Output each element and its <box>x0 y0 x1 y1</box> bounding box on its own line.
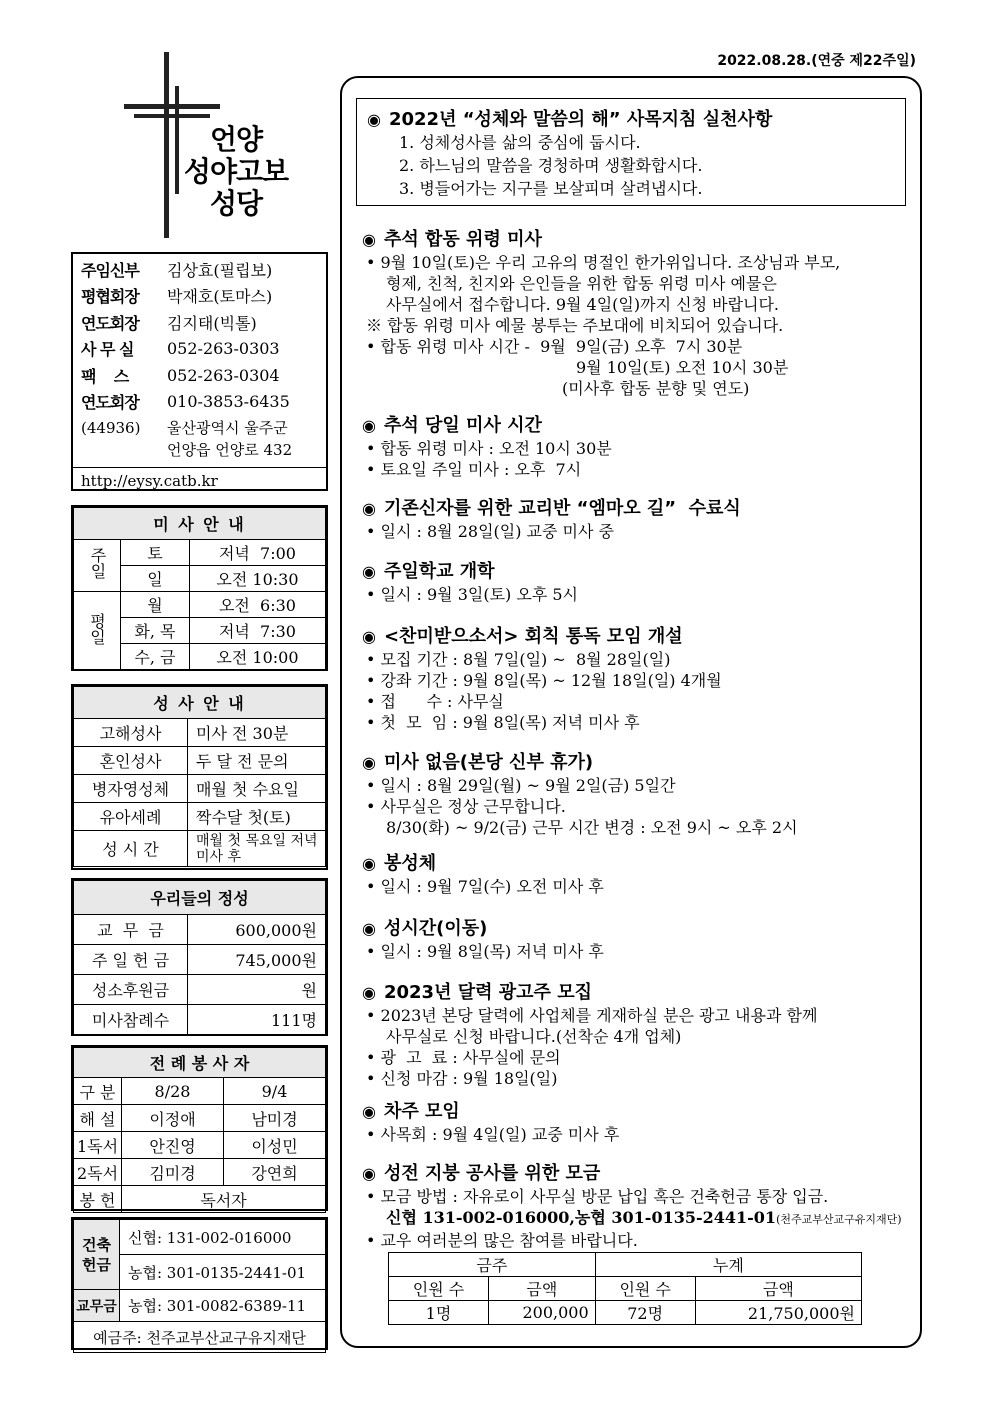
section-title <box>362 497 912 521</box>
account-numbers: 신협 131-002-016000,농협 301-0135-2441-01 <box>386 1208 777 1227</box>
section-line: • 모집 기간 : 8월 7일(일) ~ 8월 28일(일) <box>366 650 671 669</box>
mass-time: 오전 10:30 <box>189 566 325 592</box>
info-value: 박재호(토마스) <box>167 287 273 307</box>
info-value: 052-263-0303 <box>167 339 280 359</box>
section-line: • 합동 위령 미사 : 오전 10시 30분 <box>366 439 612 458</box>
section-line <box>362 1207 912 1230</box>
bulletin-date: 2022.08.28.(연중 제22주일) <box>717 53 916 69</box>
offering-name: 교 무 금 <box>74 915 188 945</box>
section-title-text: 성시간(이동) <box>383 918 488 939</box>
section-line: • 합동 위령 미사 시간 - 9월 9일(금) 오후 7시 30분 <box>366 337 743 356</box>
sacrament-value: 미사 전 30분 <box>188 719 326 747</box>
info-label: 사 무 실 <box>81 340 134 360</box>
section-line: • 사무실은 정상 근무합니다. <box>366 797 566 816</box>
section-next-week-meeting <box>362 1100 912 1145</box>
address-line1: 울산광역시 울주군 <box>167 419 288 437</box>
info-value: 김상효(필립보) <box>167 260 273 280</box>
offerings-title: 우리들의 정성 <box>74 881 326 915</box>
sacraments-table <box>73 686 326 867</box>
bank-accounts-box <box>71 1217 328 1350</box>
info-label: 연도회장 <box>81 313 139 333</box>
section-line: 사무실에서 접수합니다. 9월 4일(일)까지 신청 바랍니다. <box>386 295 780 314</box>
section-line: 8/30(화) ~ 9/2(금) 근무 시간 변경 : 오전 9시 ~ 오후 2시 <box>386 818 798 837</box>
section-line: • 일시 : 8월 28일(일) 교중 미사 중 <box>366 522 615 541</box>
section-title <box>362 981 912 1005</box>
sacrament-value: 짝수달 첫(토) <box>188 803 326 831</box>
fundraising-table <box>388 1252 862 1325</box>
info-value: 김지태(빅톨) <box>167 313 257 333</box>
sacrament-name: 성 시 간 <box>74 831 188 867</box>
section-chuseok-memorial <box>362 228 912 399</box>
section-calendar-ads <box>362 981 912 1089</box>
address <box>81 417 318 461</box>
section-line: • 일시 : 9월 8일(목) 저녁 미사 후 <box>366 942 604 961</box>
fund-value: 200,000 <box>489 1301 596 1325</box>
servers-header: 8/28 <box>122 1078 224 1105</box>
servers-header: 9/4 <box>224 1078 326 1105</box>
server-name: 남미경 <box>224 1105 326 1132</box>
section-roof-fundraising <box>362 1162 912 1251</box>
info-label: 팩 스 <box>81 366 129 386</box>
account-holder-note: (천주교부산교구유지재단) <box>776 1213 902 1226</box>
marker-icon: ◉ <box>362 1164 376 1183</box>
section-line: • 일시 : 9월 7일(수) 오전 미사 후 <box>366 877 604 896</box>
bank-account: 농협: 301-0082-6389-11 <box>120 1290 326 1322</box>
cross-icon <box>164 52 169 238</box>
mass-day: 일 <box>121 566 190 592</box>
section-line: 사무실로 신청 바랍니다.(선착순 4개 업체) <box>386 1027 682 1046</box>
section-title-text: 기존신자를 위한 교리반 “엠마오 길” 수료식 <box>383 498 741 519</box>
fund-value: 1명 <box>389 1301 489 1325</box>
info-row <box>81 309 318 336</box>
sacraments-box <box>71 684 328 870</box>
section-laudato-si <box>362 625 912 733</box>
marker-icon: ◉ <box>362 753 376 772</box>
fund-col: 인원 수 <box>389 1277 489 1301</box>
server-role: 1독서 <box>74 1132 122 1159</box>
building-fund-label: 건축헌금 <box>74 1220 120 1290</box>
mass-time: 오전 6:30 <box>189 592 325 618</box>
church-logo <box>124 52 304 238</box>
weekday-text: 평일 <box>87 612 107 645</box>
account-holder: 예금주: 천주교부산교구유지재단 <box>74 1322 326 1353</box>
pastoral-item: 3. 병들어가는 지구를 보살피며 살려냅시다. <box>399 179 703 198</box>
liturgy-servers-box <box>71 1045 328 1211</box>
fund-col: 금액 <box>489 1277 596 1301</box>
fund-value: 72명 <box>595 1301 695 1325</box>
sacrament-value: 두 달 전 문의 <box>188 747 326 775</box>
server-role: 2독서 <box>74 1159 122 1186</box>
marker-icon: ◉ <box>362 499 376 518</box>
mass-time: 저녁 7:00 <box>189 540 325 566</box>
section-line: • 신청 마감 : 9월 18일(일) <box>366 1069 558 1088</box>
mass-day: 월 <box>121 592 190 618</box>
marker-icon: ◉ <box>362 562 376 581</box>
info-label: 연도회장 <box>81 393 139 413</box>
offering-name: 성소후원금 <box>74 975 188 1005</box>
section-title-text: 2023년 달력 광고주 모집 <box>383 982 592 1003</box>
info-row <box>81 362 318 389</box>
section-title-text: 추석 합동 위령 미사 <box>383 229 542 250</box>
pastoral-title-text: 2022년 “성체와 말씀의 해” 사목지침 실천사항 <box>388 109 773 130</box>
sacraments-title: 성 사 안 내 <box>74 687 326 719</box>
section-title-text: 봉성체 <box>383 853 437 874</box>
bank-account: 농협: 301-0135-2441-01 <box>120 1255 326 1290</box>
pastoral-item: 1. 성체성사를 삶의 중심에 둡시다. <box>399 133 641 152</box>
marker-icon: ◉ <box>362 983 376 1002</box>
server-name: 김미경 <box>122 1159 224 1186</box>
mass-day: 수, 금 <box>121 644 190 670</box>
info-row <box>81 283 318 310</box>
server-name: 이정애 <box>122 1105 224 1132</box>
mass-time: 저녁 7:30 <box>189 618 325 644</box>
mass-schedule-box <box>71 505 328 671</box>
mass-title: 미 사 안 내 <box>74 508 326 540</box>
section-title-text: 미사 없음(본당 신부 휴가) <box>383 752 594 773</box>
server-name: 이성민 <box>224 1132 326 1159</box>
offerings-table <box>73 880 326 1035</box>
section-no-mass <box>362 751 912 838</box>
address-line2: 언양읍 언양로 432 <box>167 441 293 459</box>
mass-time: 오전 10:00 <box>189 644 325 670</box>
server-name: 강연희 <box>224 1159 326 1186</box>
section-title-text: <찬미받으소서> 회칙 통독 모임 개설 <box>383 626 683 647</box>
offering-name: 주 일 헌 금 <box>74 945 188 975</box>
section-line: 9월 10일(토) 오전 10시 30분 <box>576 358 789 377</box>
section-line: • 9월 10일(토)은 우리 고유의 명절인 한가위입니다. 조상님과 부모, <box>366 253 841 272</box>
section-title <box>362 228 912 252</box>
section-title-text: 추석 당일 미사 시간 <box>383 415 542 436</box>
mass-schedule-table <box>73 507 326 670</box>
section-line: • 광 고 료 : 사무실에 문의 <box>366 1048 561 1067</box>
section-line: • 사목회 : 9월 4일(일) 교중 미사 후 <box>366 1125 620 1144</box>
servers-title: 전 례 봉 사 자 <box>74 1048 326 1078</box>
section-line: (미사후 합동 분향 및 연도) <box>562 379 750 398</box>
offering-value: 111명 <box>188 1005 326 1035</box>
info-label: 주임신부 <box>81 260 139 280</box>
offering-value: 600,000원 <box>188 915 326 945</box>
mass-day: 토 <box>121 540 190 566</box>
section-title <box>362 917 912 941</box>
fund-value: 21,750,000원 <box>695 1301 861 1325</box>
cross-inner-arm <box>134 114 210 118</box>
church-name <box>176 124 296 220</box>
offering-name: 미사참례수 <box>74 1005 188 1035</box>
fund-header: 누계 <box>595 1253 861 1277</box>
section-line: • 일시 : 9월 3일(토) 오후 5시 <box>366 585 579 604</box>
section-title <box>362 751 912 775</box>
section-title <box>362 852 912 876</box>
section-line: ※ 합동 위령 미사 예물 봉투는 주보대에 비치되어 있습니다. <box>366 316 784 335</box>
weekday-label <box>74 592 121 670</box>
section-title <box>362 1100 912 1124</box>
church-name-line1: 언양 <box>209 123 263 156</box>
marker-icon: ◉ <box>362 627 376 646</box>
section-title <box>362 560 912 584</box>
tithe-label: 교무금 <box>74 1290 120 1322</box>
section-home-communion <box>362 852 912 897</box>
info-row <box>81 336 318 363</box>
sacrament-name: 고해성사 <box>74 719 188 747</box>
section-line: • 강좌 기간 : 9월 8일(목) ~ 12월 18일(일) 4개월 <box>366 671 722 690</box>
info-value: 010-3853-6435 <box>167 392 290 412</box>
section-title-text: 성전 지붕 공사를 위한 모금 <box>383 1163 601 1184</box>
sacrament-name: 병자영성체 <box>74 775 188 803</box>
section-title <box>362 625 912 649</box>
sacrament-value: 매월 첫 목요일 저녁미사 후 <box>188 831 326 867</box>
mass-day: 화, 목 <box>121 618 190 644</box>
church-info-box <box>71 252 328 491</box>
marker-icon: ◉ <box>362 1102 376 1121</box>
server-role: 해 설 <box>74 1105 122 1132</box>
section-title <box>362 414 912 438</box>
info-row <box>81 389 318 416</box>
postcode: (44936) <box>81 419 141 437</box>
marker-icon: ◉ <box>362 230 376 249</box>
servers-header: 구 분 <box>74 1078 122 1105</box>
section-line: 형제, 친척, 친지와 은인들을 위한 합동 위령 미사 예물은 <box>386 274 777 293</box>
fund-header: 금주 <box>389 1253 596 1277</box>
section-line: • 교우 여러분의 많은 참여를 바랍니다. <box>366 1231 638 1250</box>
offering-value: 745,000원 <box>188 945 326 975</box>
fundraising-table-wrap <box>388 1252 862 1325</box>
server-name: 안진영 <box>122 1132 224 1159</box>
sunday-text: 주일 <box>88 546 107 579</box>
offering-value: 원 <box>188 975 326 1005</box>
section-line: • 첫 모 임 : 9월 8일(목) 저녁 미사 후 <box>366 713 640 732</box>
pastoral-title <box>367 105 895 131</box>
section-sunday-school <box>362 560 912 605</box>
pastoral-guidelines-box <box>356 98 906 206</box>
cross-arm <box>124 104 220 109</box>
website-link[interactable]: http://eysy.catb.kr <box>73 467 326 494</box>
bank-accounts-table <box>73 1219 326 1353</box>
marker-icon: ◉ <box>362 919 376 938</box>
section-title-text: 차주 모임 <box>383 1101 460 1122</box>
section-emmaus-class <box>362 497 912 542</box>
info-label: 평협회장 <box>81 287 139 307</box>
church-name-line2: 성야고보 <box>183 155 289 188</box>
marker-icon: ◉ <box>367 110 381 129</box>
section-title-text: 주일학교 개학 <box>383 561 495 582</box>
info-row <box>81 256 318 283</box>
server-role: 봉 헌 <box>74 1186 122 1213</box>
fund-col: 인원 수 <box>595 1277 695 1301</box>
section-line: • 일시 : 8월 29일(월) ~ 9월 2일(금) 5일간 <box>366 776 676 795</box>
info-value: 052-263-0304 <box>167 365 280 385</box>
section-line: • 모금 방법 : 자유로이 사무실 방문 납입 혹은 건축헌금 통장 입금. <box>366 1187 829 1206</box>
section-chuseok-mass-time <box>362 414 912 480</box>
section-holy-hour <box>362 917 912 962</box>
liturgy-servers-table <box>73 1047 326 1213</box>
section-line: • 토요일 주일 미사 : 오후 7시 <box>366 460 582 479</box>
section-title <box>362 1162 912 1186</box>
section-line: • 접 수 : 사무실 <box>366 692 504 711</box>
bank-account: 신협: 131-002-016000 <box>120 1220 326 1255</box>
server-name: 독서자 <box>122 1186 326 1213</box>
sacrament-name: 유아세례 <box>74 803 188 831</box>
marker-icon: ◉ <box>362 854 376 873</box>
address-lines <box>167 417 292 461</box>
section-line: • 2023년 본당 달력에 사업체를 게재하실 분은 광고 내용과 함께 <box>366 1006 818 1025</box>
fund-col: 금액 <box>695 1277 861 1301</box>
offerings-box <box>71 878 328 1036</box>
sacrament-name: 혼인성사 <box>74 747 188 775</box>
marker-icon: ◉ <box>362 416 376 435</box>
sacrament-value: 매월 첫 수요일 <box>188 775 326 803</box>
church-name-line3: 성당 <box>209 187 263 220</box>
pastoral-item: 2. 하느님의 말씀을 경청하며 생활화합시다. <box>399 156 703 175</box>
sunday-label <box>74 540 121 592</box>
